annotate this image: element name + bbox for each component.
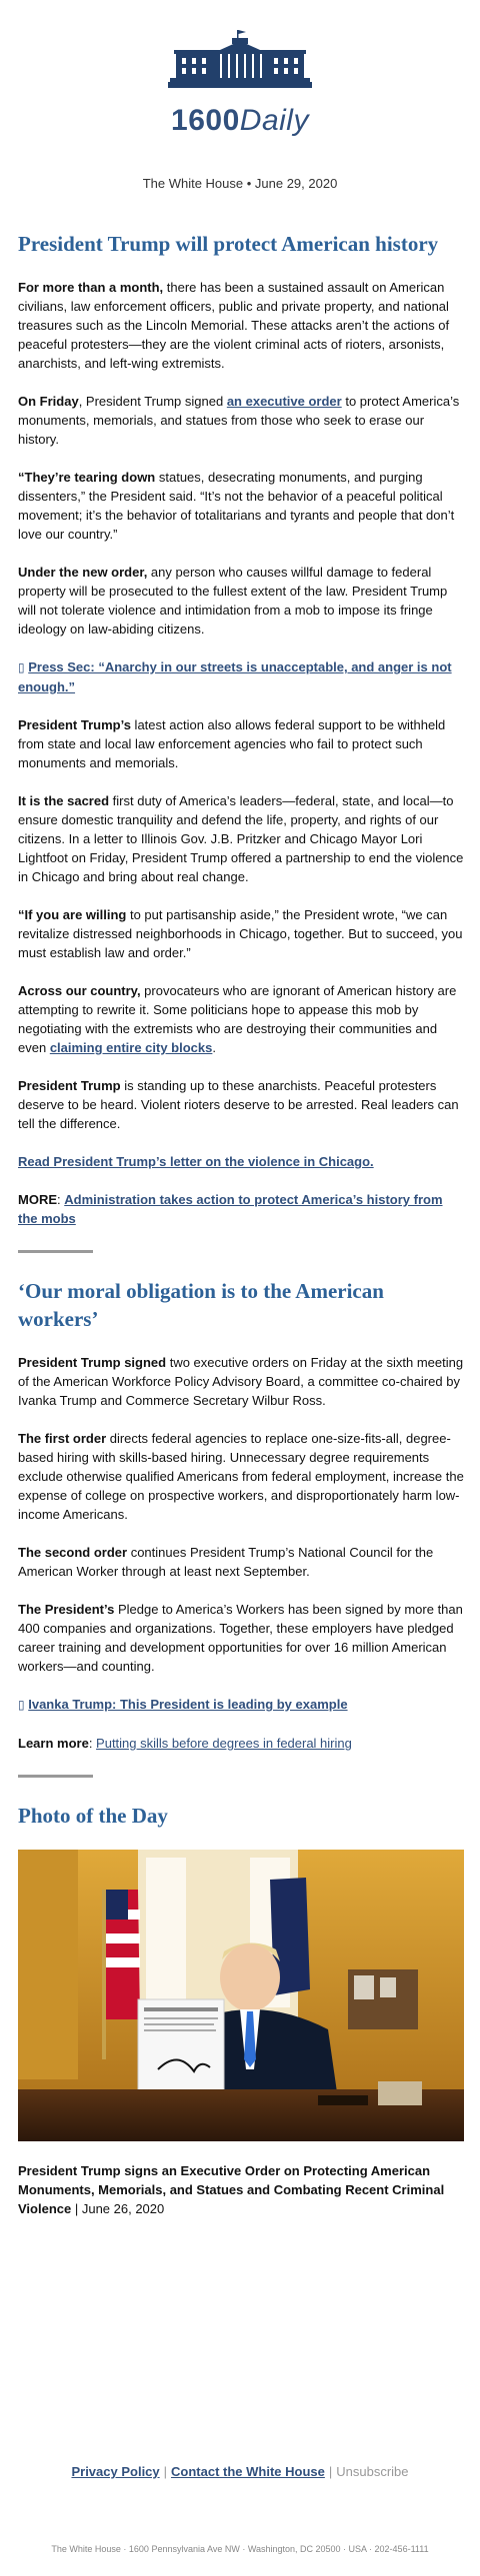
newsletter-body (18, 230, 464, 2258)
brand-word: Daily (239, 104, 309, 137)
lead-text: The second order (18, 1545, 128, 1560)
body-text: there has been a sustained assault on American civilians, law enforcement officers, public and private property, and national treasures such as the Lincoln Memorial. These attacks aren’t the actions of peaceful protesters—they are the violent criminal acts of rioters, arsonists, anarchists, and left-wing extremists. (18, 280, 450, 371)
body-text: . (212, 1040, 216, 1055)
paragraph (18, 905, 464, 962)
paragraph (18, 657, 464, 696)
lead-text: “They’re tearing down (18, 470, 156, 485)
paragraph (18, 468, 464, 544)
lead-text: For more than a month, (18, 280, 164, 295)
lead-text: Across our country, (18, 983, 141, 998)
section-title-workers: ‘Our moral obligation is to the American workers’ (18, 1279, 384, 1331)
footer-address: The White House · 1600 Pennsylvania Ave NW · Washington, DC 20500 · USA · 202-456-1111 (51, 2544, 429, 2554)
ivanka-trump-link[interactable]: Ivanka Trump: This President is leading by example (28, 1697, 348, 1712)
lead-text: Under the new order, (18, 565, 148, 580)
contact-link[interactable]: Contact the White House (171, 2464, 325, 2479)
brand-number: 1600 (171, 104, 240, 137)
privacy-policy-link[interactable]: Privacy Policy (71, 2464, 160, 2479)
lead-text: Learn more (18, 1736, 89, 1751)
executive-order-link[interactable]: an executive order (226, 394, 342, 409)
paragraph (18, 981, 464, 1057)
lead-text: President Trump’s (18, 717, 131, 732)
lead-text: President Trump signed (18, 1355, 167, 1370)
section-title-photo: Photo of the Day (18, 1804, 168, 1828)
link-bullet-icon: ▯ (18, 660, 25, 674)
section-divider (18, 1775, 93, 1778)
city-blocks-link[interactable]: claiming entire city blocks (49, 1040, 213, 1055)
lead-text: The President’s (18, 1602, 115, 1617)
body-text: to put partisanship aside,” the President wrote, “we can revitalize distressed neighborhoods in Chicago, together. But to succeed, you must establish law and order.” (18, 907, 463, 960)
body-text: continues President Trump’s National Council for the American Worker through at least next September. (18, 1545, 434, 1579)
link-bullet-icon: ▯ (18, 1698, 25, 1712)
section-title-history: President Trump will protect American history (18, 232, 439, 256)
paragraph (18, 1190, 464, 1228)
paragraph (18, 1734, 464, 1753)
unsubscribe-link[interactable]: Unsubscribe (336, 2464, 409, 2479)
paragraph (18, 715, 464, 772)
body-text: statues, desecrating monuments, and purging dissenters,” the President said. “It’s not the behavior of a peaceful political movement; it’s the behavior of totalitarians and tyrants and people that don’t love our country.” (18, 470, 455, 542)
paragraph (18, 1429, 464, 1524)
white-house-logo-icon (168, 30, 312, 88)
oval-office-photo-icon (18, 1850, 464, 2141)
lead-text: The first order (18, 1431, 107, 1446)
paragraph (18, 278, 464, 373)
paragraph (18, 392, 464, 449)
skills-before-degrees-link[interactable]: Putting skills before degrees in federal hiring (96, 1736, 352, 1751)
body-text: is standing up to these anarchists. Peaceful protesters deserve to be heard. Violent rioters deserve to be arrested. Real leaders can tell the difference. (18, 1078, 459, 1131)
paragraph (18, 1152, 464, 1171)
paragraph (18, 563, 464, 639)
body-text: provocateurs who are ignorant of American history are attempting to rewrite it. Some politicians hope to appease this mob by negotiating with the extremists who are destroying their communities and even (18, 983, 457, 1055)
body-text: , President Trump signed (78, 394, 227, 409)
body-text: first duty of America’s leaders—federal, state, and local—to ensure domestic tranquility and defend the life, property, and rights of our citizens. In a letter to Illinois Gov. J.B. Pritzker and Chicago Mayor Lori Lightfoot on Friday, President Trump offered a partnership to end the violence in Chicago and bring about real change. (18, 793, 464, 884)
caption-date: | June 26, 2020 (71, 2201, 165, 2216)
body-text: Pledge to America’s Workers has been signed by more than 400 companies and organizations. Together, these employers have pledged career training and development opportunities for over 16 million American workers—and counting. (18, 1602, 463, 1674)
body-text: two executive orders on Friday at the sixth meeting of the American Workforce Policy Advisory Board, a committee co-chaired by Ivanka Trump and Commerce Secretary Wilbur Ross. (18, 1355, 464, 1408)
photo-of-the-day (18, 1850, 464, 2141)
section-divider (18, 1250, 93, 1253)
footer-separator: | (163, 2464, 168, 2479)
dateline: The White House • June 29, 2020 (142, 176, 338, 191)
body-text: : (88, 1736, 97, 1751)
body-text: : (57, 1192, 65, 1207)
paragraph (18, 1076, 464, 1133)
header (0, 0, 480, 148)
caption-title: President Trump signs an Executive Order on Protecting American Monuments, Memorials, and Statues and Combating Recent Criminal Violence (18, 2163, 445, 2216)
lead-text: It is the sacred (18, 793, 110, 808)
lead-text: On Friday (18, 394, 79, 409)
press-sec-link[interactable]: Press Sec: “Anarchy in our streets is unacceptable, and anger is not enough.” (18, 659, 452, 694)
paragraph (18, 1353, 464, 1410)
lead-text: President Trump (18, 1078, 121, 1093)
paragraph (18, 1600, 464, 1676)
brand-wordmark (0, 101, 480, 141)
body-text: to protect America’s monuments, memorials, and statues from those who seek to erase our history. (18, 394, 460, 447)
body-text: any person who causes willful damage to federal property will be prosecuted to the fullest extent of the law. President Trump will not tolerate violence and intimidation from a mob to impose its fringe ideology on law-abiding citizens. (18, 565, 448, 637)
paragraph (18, 1695, 464, 1715)
lead-text: “If you are willing (18, 907, 127, 922)
body-text: directs federal agencies to replace one-size-fits-all, degree-based hiring with skills-based hiring. Unnecessary degree requirements exclude otherwise qualified Americans from federal employment, increase the expense of college on prospective workers, and disproportionately harm low-income Americans. (18, 1431, 464, 1522)
lead-text: MORE (18, 1192, 57, 1207)
footer-links (0, 2464, 480, 2479)
protect-history-link[interactable]: Administration takes action to protect America’s history from the mobs (18, 1192, 443, 1226)
paragraph (18, 791, 464, 886)
body-text: latest action also allows federal support to be withheld from state and local law enforcement agencies who fail to protect such monuments and memorials. (18, 717, 446, 770)
footer-separator: | (328, 2464, 333, 2479)
paragraph (18, 1543, 464, 1581)
chicago-letter-link[interactable]: Read President Trump’s letter on the violence in Chicago. (18, 1154, 374, 1169)
photo-caption (18, 2161, 464, 2218)
